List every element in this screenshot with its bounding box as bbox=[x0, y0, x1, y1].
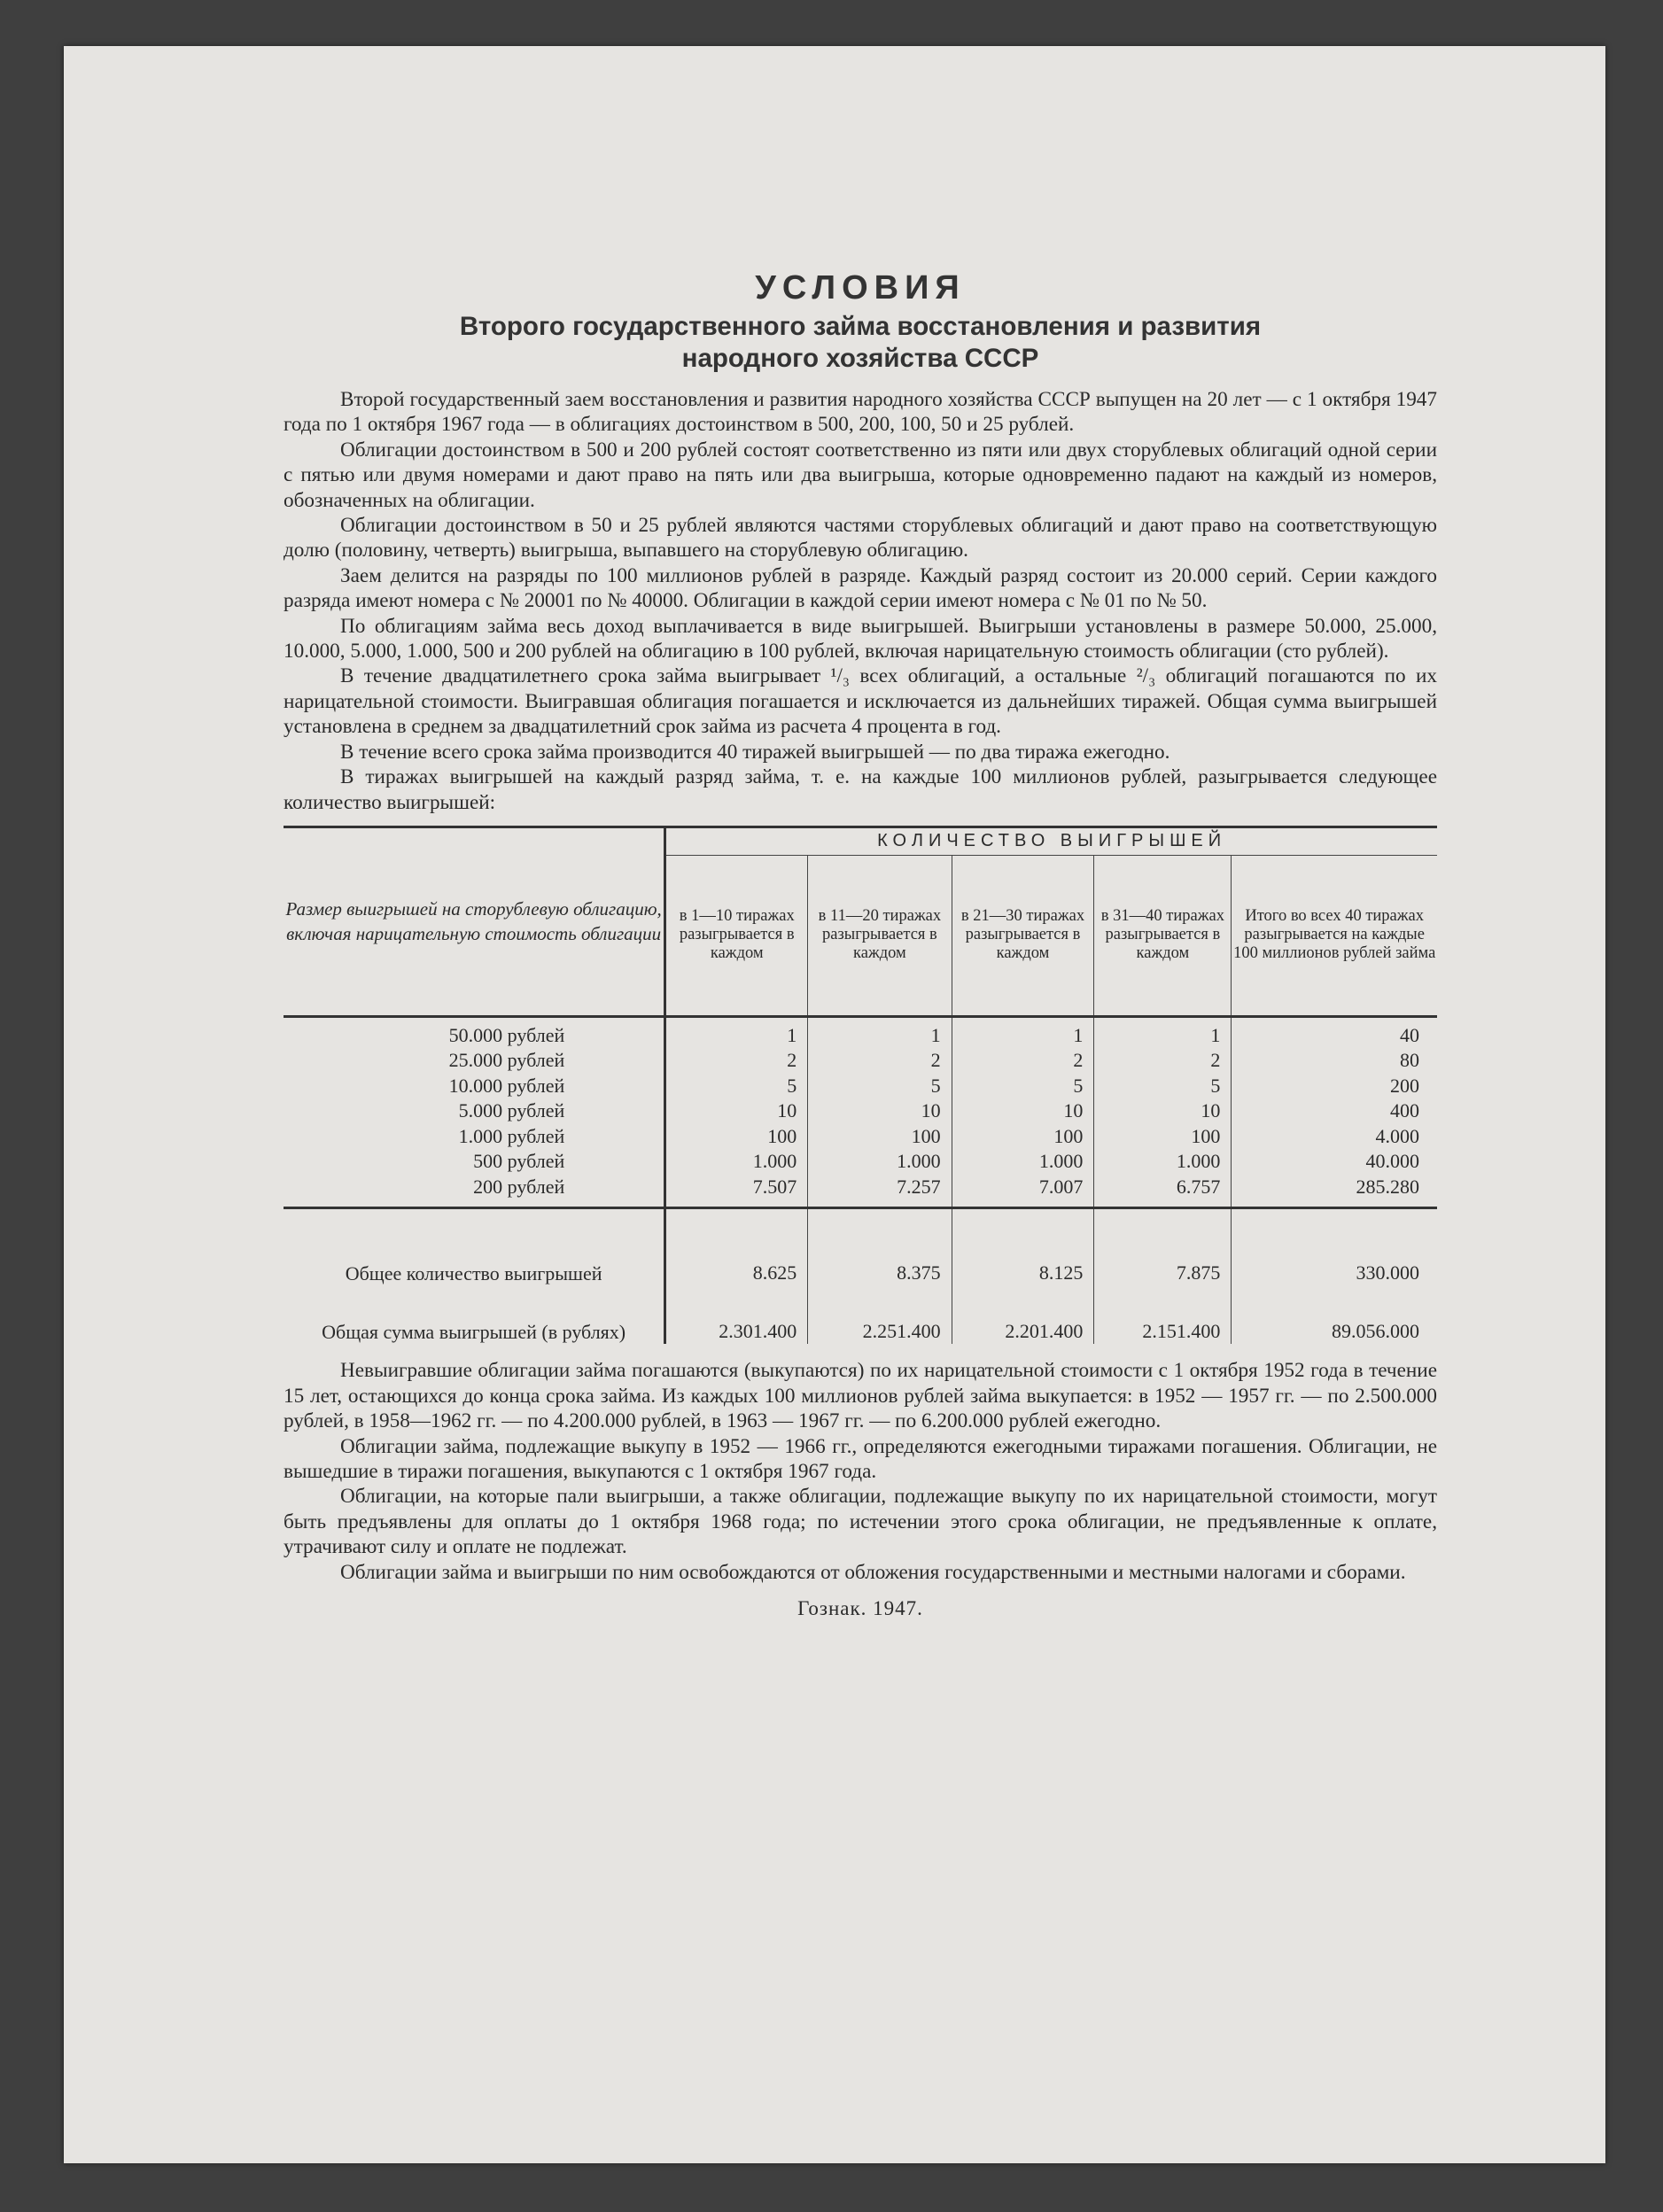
document-sheet bbox=[64, 46, 1605, 2163]
imprint: Гознак. 1947. bbox=[797, 1597, 923, 1620]
document-title: УСЛОВИЯ bbox=[755, 269, 966, 307]
paragraph: По облигациям займа весь доход выплачивается в виде выигрышей. Выигрыши установлены в размере 50.000, 25.000, 10.000, 5.000, 1.000, 500 и 200 рублей на облигацию в 100 рублей, включая нарицательную стоимость облигации (сто рублей). bbox=[284, 614, 1437, 664]
table-row bbox=[284, 1175, 1437, 1208]
total-cell: 80 bbox=[1400, 1049, 1419, 1072]
total-value-cell: 8.375 bbox=[808, 1208, 952, 1286]
total-cell: 40.000 bbox=[1365, 1150, 1419, 1173]
value-cell: 7.257 bbox=[808, 1175, 952, 1208]
value-cell: 10 bbox=[808, 1098, 952, 1124]
value-cell: 1 bbox=[1094, 1016, 1232, 1048]
total-value-cell: 7.875 bbox=[1094, 1208, 1232, 1286]
totals-row bbox=[284, 1208, 1437, 1286]
total-value-cell: 2.151.400 bbox=[1094, 1285, 1232, 1344]
total-label: Общее количество выигрышей bbox=[284, 1208, 665, 1286]
value-cell: 5 bbox=[1094, 1074, 1232, 1099]
column-header: в 21—30 тиражах разыгрывается в каждом bbox=[952, 855, 1094, 1016]
value-cell: 2 bbox=[808, 1048, 952, 1074]
amount-cell: 200 рублей bbox=[284, 1175, 665, 1208]
value-cell: 100 bbox=[808, 1124, 952, 1150]
value-cell: 2 bbox=[952, 1048, 1094, 1074]
paragraph: В течение всего срока займа производится 40 тиражей выигрышей — по два тиража ежегодно. bbox=[340, 740, 1170, 764]
column-header: в 31—40 тиражах разыгрывается в каждом bbox=[1094, 855, 1232, 1016]
table-row bbox=[284, 1016, 1437, 1048]
total-value-cell: 8.125 bbox=[952, 1208, 1094, 1286]
value-cell: 10 bbox=[1094, 1098, 1232, 1124]
total-value-cell: 2.201.400 bbox=[952, 1285, 1094, 1344]
table-row bbox=[284, 1124, 1437, 1150]
total-cell: 40 bbox=[1400, 1023, 1419, 1046]
table-row bbox=[284, 1098, 1437, 1124]
table-row bbox=[284, 1048, 1437, 1074]
value-cell: 2 bbox=[1094, 1048, 1232, 1074]
group-header: КОЛИЧЕСТВО ВЫИГРЫШЕЙ bbox=[665, 827, 1437, 855]
paragraph: Облигации займа, подлежащие выкупу в 1952 — 1966 гг., определяются ежегодными тиражами погашения. Облигации, не вышедшие в тиражи погашения, выкупаются с 1 октября 1967 года. bbox=[284, 1434, 1437, 1484]
value-cell: 10 bbox=[665, 1098, 808, 1124]
document-subtitle-line1: Второго государственного займа восстановления и развития bbox=[459, 312, 1262, 341]
paragraph: Облигации достоинством в 50 и 25 рублей являются частями сторублевых облигаций и дают право на соответствующую долю (половину, четверть) выигрыша, выпавшего на сторублевую облигацию. bbox=[284, 514, 1437, 563]
amount-cell: 500 рублей bbox=[284, 1149, 665, 1175]
row-header: Размер выигрышей на сторублевую облигацию, включая нарицательную стоимость облигации bbox=[285, 898, 662, 945]
value-cell: 1.000 bbox=[808, 1149, 952, 1175]
table-row bbox=[284, 1074, 1437, 1099]
value-cell: 6.757 bbox=[1094, 1175, 1232, 1208]
column-header: в 11—20 тиражах разыгрывается в каждом bbox=[808, 855, 952, 1016]
redemption-text bbox=[284, 1358, 1437, 1585]
value-cell: 1 bbox=[808, 1016, 952, 1048]
value-cell: 7.507 bbox=[665, 1175, 808, 1208]
paragraph: В течение двадцатилетнего срока займа выигрывает ¹/₃ всех облигаций, а остальные ²/₃ облигаций погашаются по их нарицательной стоимости. Выигравшая облигация погашается и исключается из дальнейших тиражей. Общая сумма выигрышей установлена в среднем за двадцатилетний срок займа из расчета 4 процента в год. bbox=[284, 664, 1437, 739]
total-cell: 200 bbox=[1390, 1074, 1419, 1097]
value-cell: 1.000 bbox=[1094, 1149, 1232, 1175]
paragraph: Второй государственный заем восстановления и развития народного хозяйства СССР выпущен на 20 лет — с 1 октября 1947 года по 1 октября 1967 года — в облигациях достоинством в 500, 200, 100, 50 и 25 рублей. bbox=[284, 388, 1437, 437]
value-cell: 1 bbox=[665, 1016, 808, 1048]
paragraph: Невыигравшие облигации займа погашаются (выкупаются) по их нарицательной стоимости с 1 октября 1952 года в течение 15 лет, остающихся до конца срока займа. Из каждых 100 миллионов рублей займа выкупается: в 1952 — 1957 гг. — по 2.500.000 рублей, в 1958—1962 гг. — по 4.200.000 рублей, в 1963 — 1967 гг. — по 6.200.000 рублей ежегодно. bbox=[284, 1359, 1437, 1433]
column-header: в 1—10 тиражах разыгрывается в каждом bbox=[665, 855, 808, 1016]
value-cell: 5 bbox=[665, 1074, 808, 1099]
total-value-cell: 2.301.400 bbox=[665, 1285, 808, 1344]
column-header: Итого во всех 40 тиражах разыгрывается на каждые 100 миллионов рублей займа bbox=[1232, 855, 1437, 1016]
amount-cell: 5.000 рублей bbox=[284, 1098, 665, 1124]
value-cell: 7.007 bbox=[952, 1175, 1094, 1208]
paragraph: Облигации, на которые пали выигрыши, а также облигации, подлежащие выкупу по их нарицательной стоимости, могут быть предъявлены для оплаты до 1 октября 1968 года; по истечении этого срока облигации, не предъявленные к оплате, утрачивают силу и оплате не подлежат. bbox=[284, 1485, 1437, 1559]
amount-cell: 50.000 рублей bbox=[284, 1016, 665, 1048]
paragraph: В тиражах выигрышей на каждый разряд займа, т. е. на каждые 100 миллионов рублей, разыгрывается следующее количество выигрышей: bbox=[284, 765, 1437, 814]
total-value-cell: 2.251.400 bbox=[808, 1285, 952, 1344]
conditions-text bbox=[284, 387, 1437, 815]
paragraph: Облигации достоинством в 500 и 200 рублей состоят соответственно из пяти или двух сторублевых облигаций одной серии с пятью или двумя номерами и дают право на пять или два выигрыша, которые одновременно падают на каждый из номеров, обозначенных на облигации. bbox=[284, 438, 1437, 512]
row-header-cell bbox=[284, 827, 665, 1016]
value-cell: 5 bbox=[952, 1074, 1094, 1099]
document-content bbox=[284, 269, 1437, 1620]
document-subtitle-line2: народного хозяйства СССР bbox=[681, 344, 1039, 373]
paragraph: Облигации займа и выигрыши по ним освобождаются от обложения государственными и местными налогами и сборами. bbox=[340, 1560, 1406, 1584]
value-cell: 1.000 bbox=[952, 1149, 1094, 1175]
amount-cell: 25.000 рублей bbox=[284, 1048, 665, 1074]
paragraph: Заем делится на разряды по 100 миллионов рублей в разряде. Каждый разряд состоит из 20.000 серий. Серии каждого разряда имеют номера с № 20001 по № 40000. Облигации в каждой серии имеют номера с № 01 по № 50. bbox=[284, 563, 1437, 613]
totals-row bbox=[284, 1285, 1437, 1344]
amount-cell: 10.000 рублей bbox=[284, 1074, 665, 1099]
amount-cell: 1.000 рублей bbox=[284, 1124, 665, 1150]
value-cell: 10 bbox=[952, 1098, 1094, 1124]
value-cell: 100 bbox=[1094, 1124, 1232, 1150]
table-row bbox=[284, 1149, 1437, 1175]
total-value-cell: 8.625 bbox=[665, 1208, 808, 1286]
total-cell: 4.000 bbox=[1375, 1124, 1419, 1147]
value-cell: 5 bbox=[808, 1074, 952, 1099]
value-cell: 100 bbox=[665, 1124, 808, 1150]
total-label: Общая сумма выигрышей (в рублях) bbox=[284, 1285, 665, 1344]
total-cell: 400 bbox=[1390, 1099, 1419, 1122]
value-cell: 2 bbox=[665, 1048, 808, 1074]
total-value-cell: 89.056.000 bbox=[1332, 1319, 1419, 1342]
value-cell: 1 bbox=[952, 1016, 1094, 1048]
value-cell: 1.000 bbox=[665, 1149, 808, 1175]
winnings-table bbox=[284, 826, 1437, 1345]
total-cell: 285.280 bbox=[1232, 1175, 1437, 1208]
value-cell: 100 bbox=[952, 1124, 1094, 1150]
total-value-cell: 330.000 bbox=[1356, 1261, 1419, 1284]
